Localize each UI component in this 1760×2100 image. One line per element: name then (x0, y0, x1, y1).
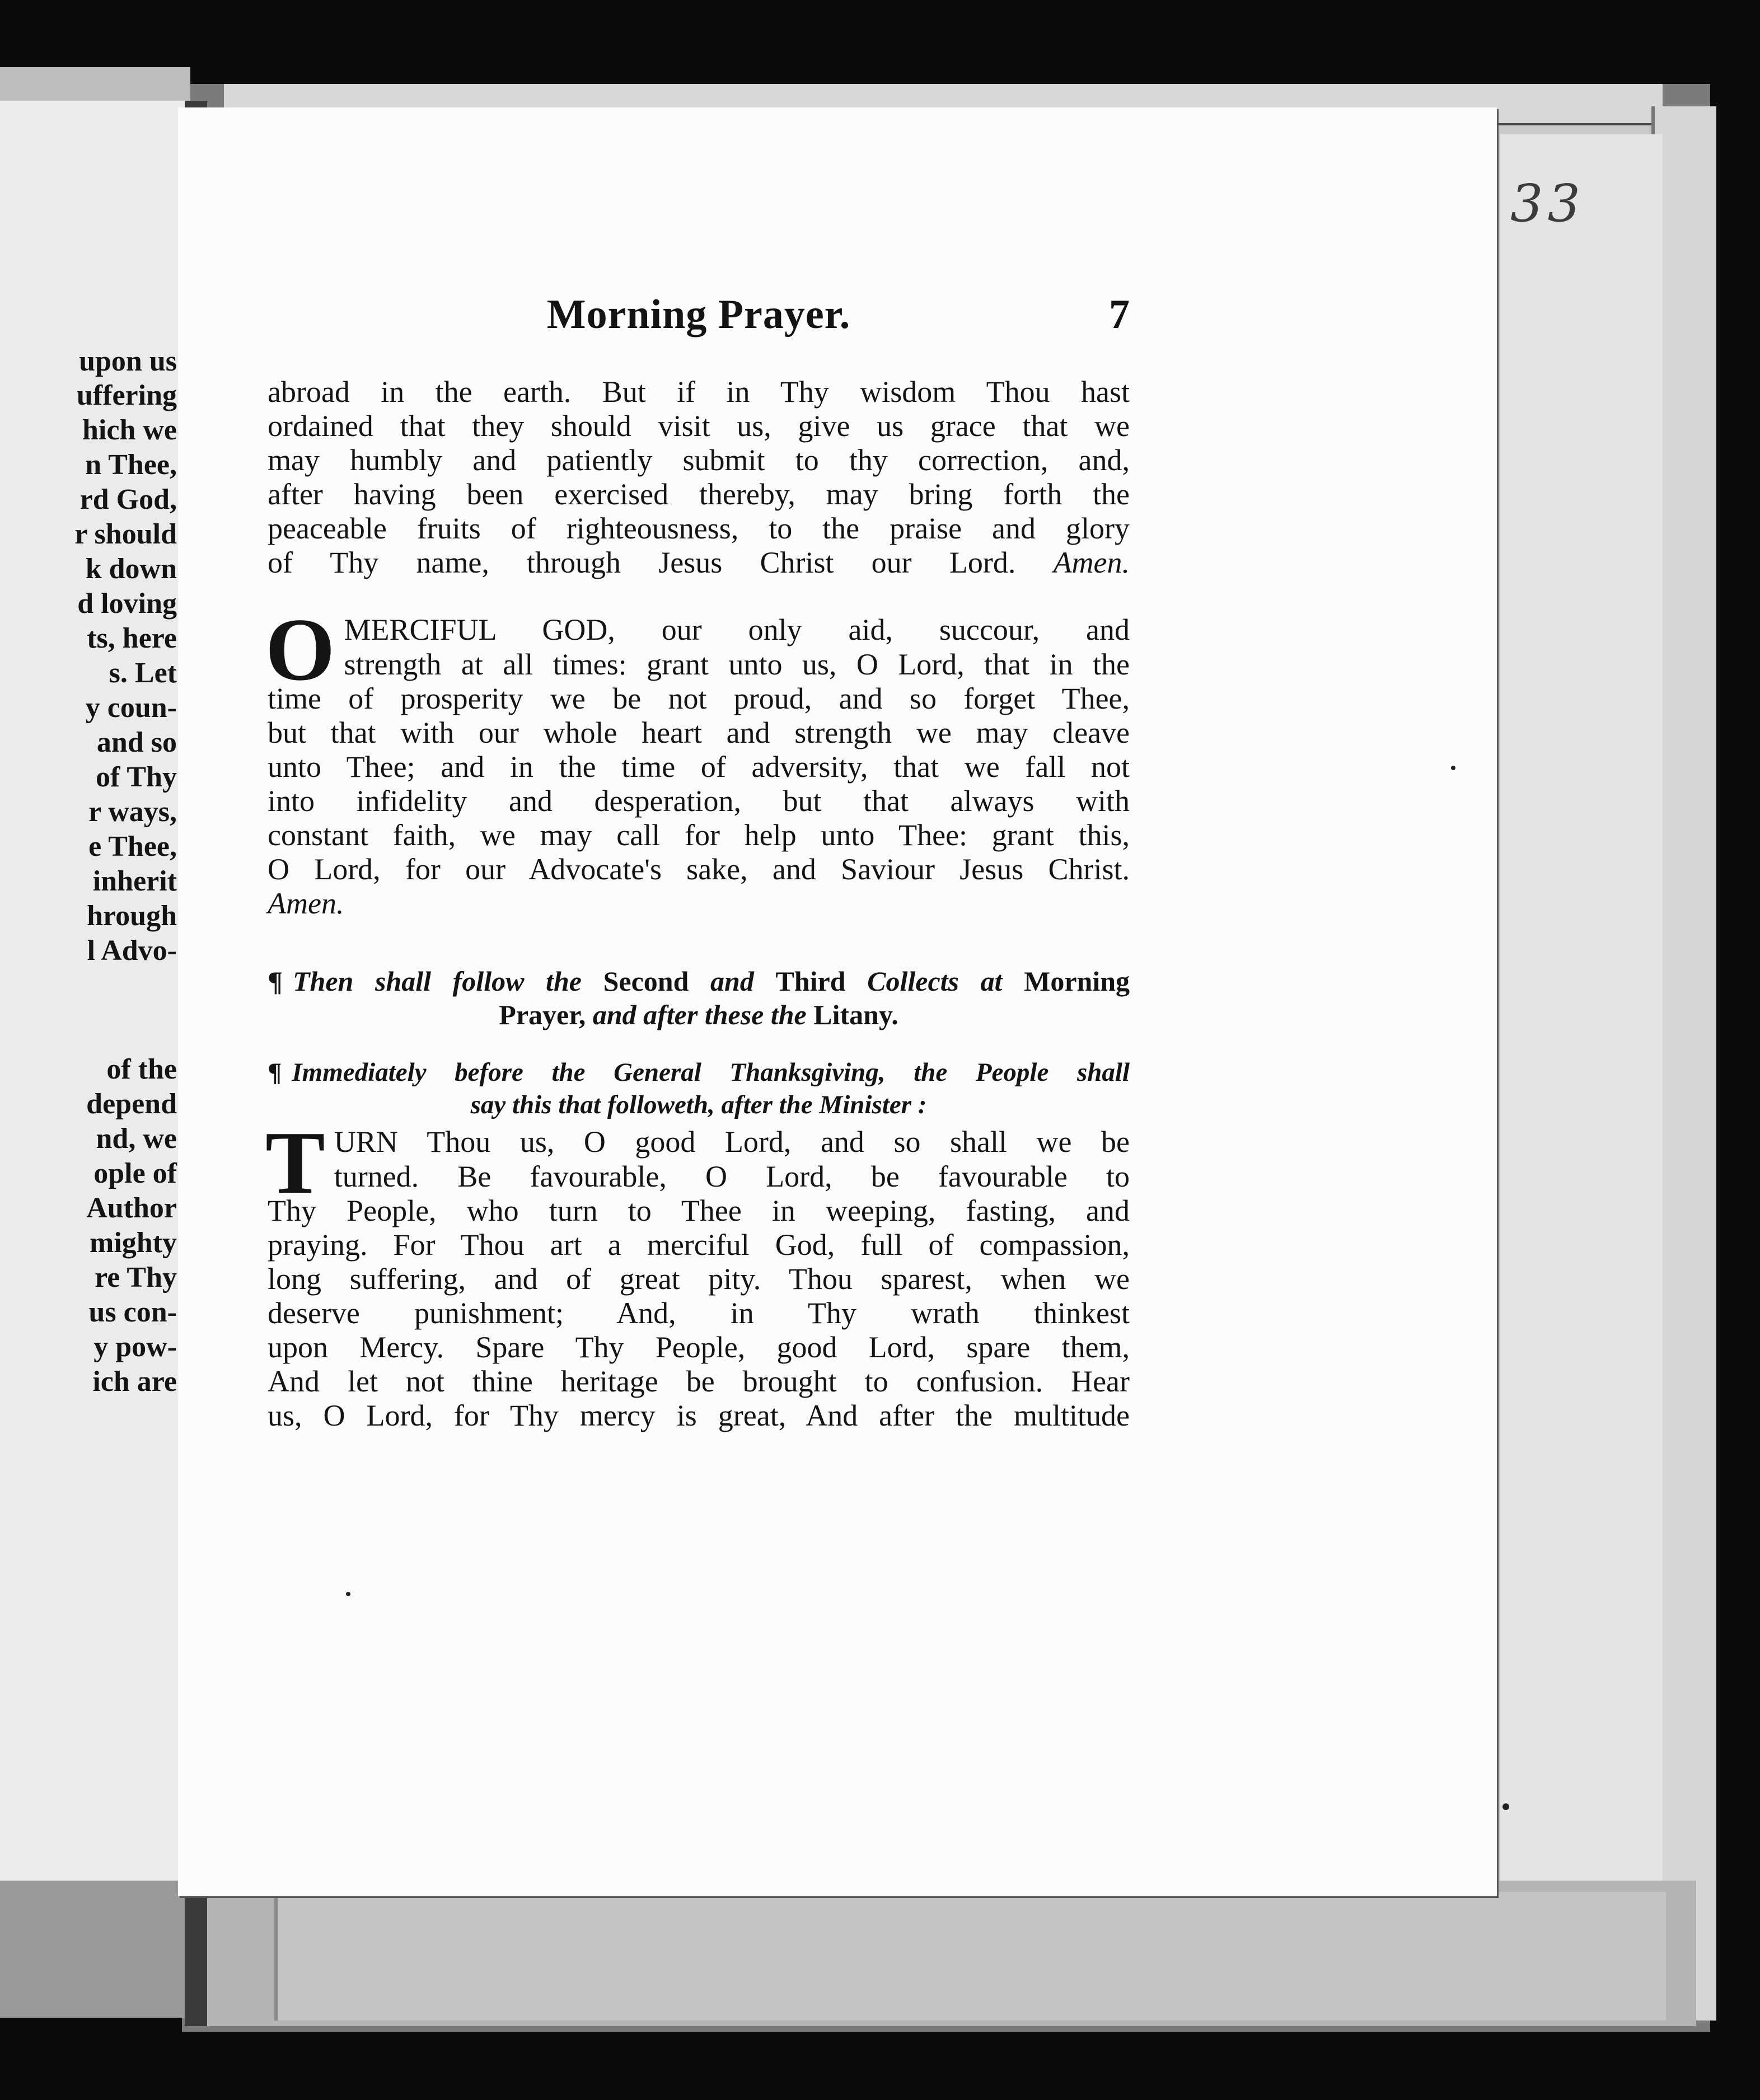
rubric-italic-text: and (710, 965, 754, 997)
left-page-fragment: depend (86, 1088, 177, 1120)
response-line: Thy People, who turn to Thee in weeping, fasting, and (268, 1194, 1130, 1227)
response-line: long suffering, and of great pity. Thou sparest, when we (268, 1262, 1130, 1296)
response-line: deserve punishment; And, in Thy wrath thinkest (268, 1296, 1130, 1330)
prayer-closing-line (268, 546, 1130, 580)
collect-line: time of prosperity we be not proud, and so forget Thee, (268, 682, 1130, 715)
response-line: turned. Be favourable, O Lord, be favourable to (334, 1159, 1130, 1193)
left-page-fragment: of the (106, 1053, 177, 1085)
left-page-fragment: n Thee, (85, 449, 177, 481)
rubric-roman-text: Prayer, (499, 999, 586, 1030)
prayer-line: abroad in the earth. But if in Thy wisdom Thou hast (268, 375, 1130, 409)
page-number: 7 (1109, 292, 1130, 337)
pilcrow-mark: ¶ (268, 1058, 282, 1087)
prayer-line: peaceable fruits of righteousness, to the praise and glory (268, 512, 1130, 545)
paper-speck (1451, 766, 1455, 770)
rubric-roman-text: Litany. (813, 999, 898, 1030)
rubric-italic-text: and after these the (592, 999, 807, 1030)
left-page-fragment: y pow- (93, 1331, 177, 1363)
rubric-line (268, 1057, 1130, 1088)
rubric-line: say this that followeth, after the Minister : (470, 1090, 927, 1119)
pilcrow-mark: ¶ (268, 965, 283, 997)
rubric-roman-text: Morning (1024, 965, 1130, 997)
rubric-roman-text: Third (775, 965, 846, 997)
rubric-roman-text: Second (603, 965, 689, 997)
prayer-line: after having been exercised thereby, may bring forth the (268, 477, 1130, 511)
collect-line: unto Thee; and in the time of adversity, that we fall not (268, 750, 1130, 784)
collect-line: constant faith, we may call for help unto Thee: grant this, (268, 818, 1130, 852)
rubric-line (268, 999, 1130, 1030)
left-page-fragment: ich are (92, 1366, 177, 1398)
left-page-fragment: y coun- (85, 692, 177, 724)
collect-line: MERCIFUL GOD, our only aid, succour, and (344, 613, 1130, 646)
left-page-fragment: ople of (93, 1157, 177, 1189)
rubric-italic-text: Collects at (867, 965, 1003, 997)
left-page-fragment: hich we (82, 414, 177, 446)
left-facing-page (0, 101, 190, 1881)
left-page-fragment: e Thee, (88, 831, 177, 862)
response-line: us, O Lord, for Thy mercy is great, And after the multitude (268, 1399, 1130, 1432)
response-line: URN Thou us, O good Lord, and so shall we be (334, 1125, 1130, 1159)
drop-cap: T (265, 1113, 325, 1212)
left-page-fragment: and so (96, 726, 177, 758)
left-page-fragment: d loving (77, 588, 177, 620)
left-page-fragment: s. Let (109, 657, 177, 689)
left-page-fragment: k down (85, 553, 177, 585)
left-page-fragment: us con- (88, 1296, 177, 1328)
left-page-fragment: mighty (90, 1227, 177, 1259)
prayer-line: may humbly and patiently submit to thy correction, and, (268, 443, 1130, 477)
paper-speck (346, 1592, 350, 1596)
running-header (268, 291, 1130, 341)
book-lower-edge-inner (274, 1892, 1666, 2021)
paper-speck (1502, 1803, 1509, 1810)
running-head-title: Morning Prayer. (546, 292, 851, 337)
amen: Amen. (1053, 546, 1130, 579)
left-page-fragment: r ways, (88, 796, 177, 828)
rubric-line (268, 965, 1130, 997)
underlying-page (1500, 134, 1663, 1886)
left-page-fragment: Author (86, 1192, 177, 1224)
drop-cap: O (265, 599, 335, 699)
collect-line: strength at all times: grant unto us, O Lord, that in the (344, 647, 1130, 681)
left-page-fragment: l Advo- (87, 935, 177, 967)
left-page-fragment: rd God, (79, 484, 177, 515)
left-page-fragment: hrough (87, 900, 177, 932)
prayer-closing-text: of Thy name, through Jesus Christ our Lord. (268, 546, 1016, 579)
left-page-fragment: ts, here (87, 622, 177, 654)
left-page-fragment: of Thy (96, 761, 177, 793)
left-page-fragment: uffering (76, 379, 177, 411)
response-line: upon Mercy. Spare Thy People, good Lord, spare them, (268, 1330, 1130, 1364)
collect-line: O Lord, for our Advocate's sake, and Saviour Jesus Christ. (268, 852, 1130, 886)
left-page-fragment: r should (74, 518, 177, 550)
amen: Amen. (268, 887, 344, 920)
left-page-fragment: nd, we (96, 1123, 177, 1155)
prayer-line: ordained that they should visit us, give us grace that we (268, 409, 1130, 443)
pencil-page-note: 33 (1510, 174, 1585, 233)
response-line: praying. For Thou art a merciful God, full of compassion, (268, 1228, 1130, 1262)
collect-line: into infidelity and desperation, but that always with (268, 784, 1130, 818)
response-line: And let not thine heritage be brought to confusion. Hear (268, 1365, 1130, 1398)
left-page-fragment: re Thy (95, 1262, 177, 1293)
left-page-bottom-edge (0, 1878, 185, 2018)
collect-line: but that with our whole heart and strength we may cleave (268, 716, 1130, 749)
rubric-italic-text: Immediately before the General Thanksgiving, the People shall (292, 1058, 1130, 1087)
rubric-italic-text: Then shall follow the (293, 965, 582, 997)
left-page-fragment: inherit (92, 865, 177, 897)
left-page-fragment: upon us (79, 345, 177, 377)
